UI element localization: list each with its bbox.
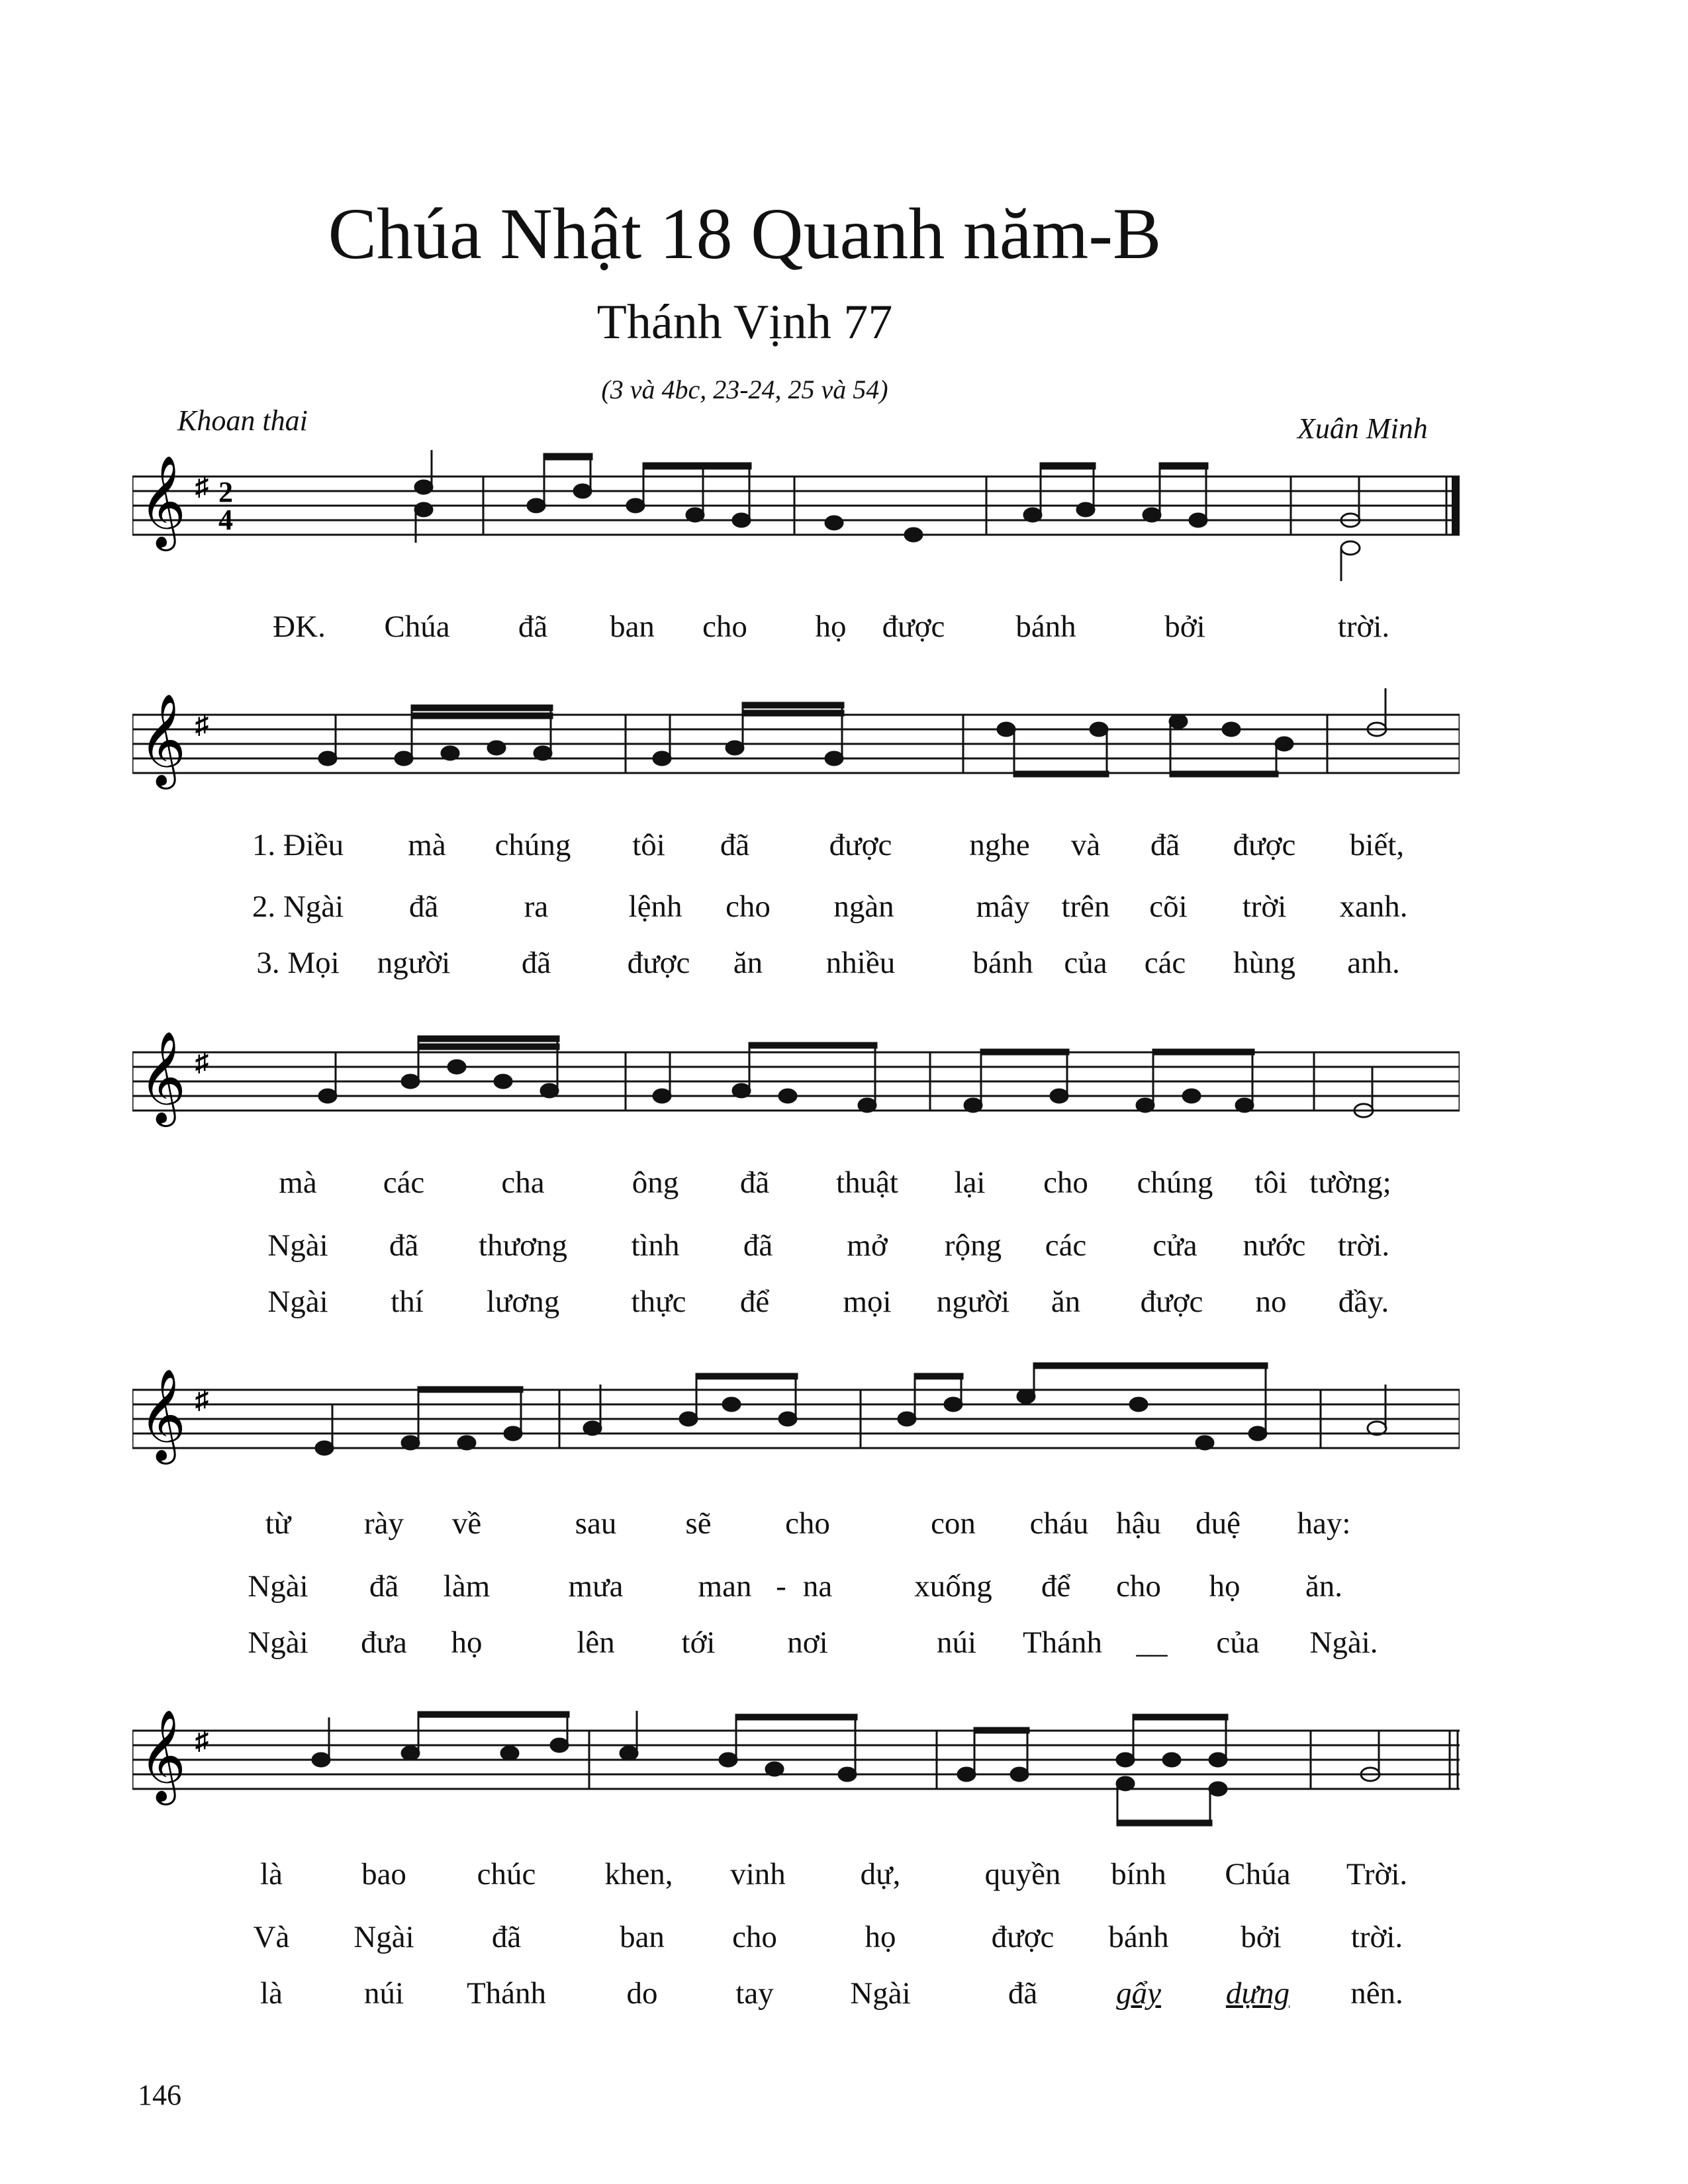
lyric-word: các [1144,946,1186,980]
lyric-word: được [882,610,945,644]
lyric-word: hay: [1297,1506,1351,1541]
lyric-word: bánh [972,946,1033,980]
lyric-word: 3. Mọi [256,946,340,980]
key-sharp-icon: ♯ [195,709,209,739]
lyric-word: dự, [860,1857,901,1891]
verse2-lyrics-sys3 [0,1228,1688,1274]
lyric-word: lệnh [628,889,682,924]
lyric-word: đã [720,828,750,862]
lyric-word: đã [369,1569,399,1604]
lyric-word: ĐK. [273,610,326,644]
page-title: Chúa Nhật 18 Quanh năm-B [328,193,1162,274]
verse3-lyrics-sys3 [0,1284,1688,1330]
lyric-word: sẽ [685,1506,712,1541]
lyric-word: cháu [1029,1506,1089,1541]
lyric-word: rày [363,1506,404,1541]
lyric-word: mở [847,1228,888,1263]
lyric-word: người [936,1285,1010,1319]
lyric-word: lại [954,1165,986,1200]
lyric-word: đã [743,1228,773,1263]
lyric-word: tôi [632,828,665,862]
lyric-word: bánh [1015,610,1076,644]
lyric-word: nơi [787,1625,828,1660]
refrain-lyrics [0,609,1688,655]
tempo-marking: Khoan thai [177,404,308,437]
lyric-word: cho [785,1506,830,1541]
composer-name: Xuân Minh [1297,412,1428,445]
lyric-word: tôi [1254,1165,1288,1200]
lyric-word: tình [631,1228,680,1263]
lyric-word: thuật [836,1165,898,1200]
treble-clef-icon: 𝄞 [139,455,186,547]
lyric-word: cho [726,889,771,924]
lyric-word: cõi [1149,889,1188,924]
lyric-word: 2. Ngài [252,889,344,924]
lyric-word: trời. [1337,610,1390,644]
staff-system-3 [132,1013,1460,1145]
lyric-word: làm [443,1569,491,1604]
lyric-word: chúc [477,1857,536,1891]
verse3-lyrics-sys5 [0,1976,1688,2022]
lyric-word: ngàn [833,889,894,924]
lyric-word: __ [1136,1625,1168,1660]
lyric-word: đưa [361,1625,407,1660]
lyric-word: Ngài [267,1285,328,1319]
lyric-word: cửa [1152,1228,1197,1263]
lyric-word: đã [408,889,439,924]
lyric-word: được [1233,828,1296,862]
verse1-lyrics-sys4 [0,1506,1688,1552]
lyric-word: của [1064,946,1107,980]
lyric-word: bởi [1241,1920,1282,1954]
verse1-lyrics-sys3 [0,1165,1688,1211]
lyric-word: sau [575,1506,617,1541]
lyric-word: đã [518,610,548,644]
lyric-word: ăn. [1305,1569,1343,1604]
lyric-word: trên [1061,889,1110,924]
lyric-word: mây [976,889,1030,924]
verse3-lyrics-sys4 [0,1625,1688,1671]
lyric-word: nhiều [825,946,896,980]
lyric-word: ban [620,1920,665,1954]
lyric-word: nghe [969,828,1030,862]
lyric-word: họ [865,1920,896,1954]
lyric-word: họ [815,610,847,644]
lyric-word: tới [681,1625,716,1660]
lyric-word: được [627,946,690,980]
staff-system-2 [132,675,1460,807]
lyric-word: ăn [733,946,763,980]
lyric-word: đã [739,1165,770,1200]
verse2-lyrics-sys4 [0,1569,1688,1615]
lyric-word: do [626,1976,658,2011]
lyric-word: cho [1116,1569,1161,1604]
key-sharp-icon: ♯ [195,1385,209,1414]
lyric-word: lên [577,1625,615,1660]
key-sharp-icon: ♯ [195,471,209,501]
page-subtitle: Thánh Vịnh 77 [596,295,893,349]
lyric-word: mà [279,1165,317,1200]
lyric-word: cho [732,1920,777,1954]
treble-clef-icon: 𝄞 [139,1709,186,1801]
lyric-word: thương [479,1228,567,1263]
lyric-word: quyền [984,1857,1061,1891]
lyric-word: ông [632,1165,679,1200]
lyric-word: trời. [1350,1920,1403,1954]
lyric-word: được [829,828,892,862]
verse2-lyrics-sys2 [0,889,1688,935]
lyric-word: con [931,1506,976,1541]
verse-notes-4 [316,1363,1386,1455]
lyric-word: xuống [914,1569,992,1604]
lyric-word: Thánh [1022,1625,1103,1660]
lyric-word: người [377,946,451,980]
lyric-word: núi [363,1976,404,2011]
lyric-word: man [698,1569,752,1604]
lyric-word: tay [735,1976,774,2011]
lyric-word: bao [361,1857,406,1891]
lyric-word: thực [631,1285,686,1319]
lyric-word: họ [451,1625,483,1660]
lyric-word: đã [491,1920,522,1954]
page-number: 146 [138,2079,181,2111]
lyric-word: trời [1242,889,1287,924]
lyric-word: từ [265,1506,291,1541]
time-sig-bottom: 4 [218,504,233,536]
key-sharp-icon: ♯ [195,1725,209,1755]
treble-clef-icon: 𝄞 [139,1369,186,1461]
lyric-word: nên. [1350,1976,1403,2011]
lyric-word: là [260,1976,283,2011]
lyric-word: các [1045,1228,1087,1263]
verse2-lyrics-sys5 [0,1919,1688,1966]
lyric-word: về [451,1506,482,1541]
verse-notes-2 [319,688,1386,776]
lyric-word: cho [702,610,747,644]
lyric-word: núi [936,1625,977,1660]
lyric-word: rộng [944,1228,1002,1263]
lyric-word: họ [1209,1569,1241,1604]
verse-notes-5 [312,1711,1380,1825]
verse-reference: (3 và 4bc, 23-24, 25 và 54) [601,375,888,404]
lyric-word: đã [389,1228,419,1263]
lyric-word: na [802,1569,833,1604]
lyric-word: mưa [568,1569,624,1604]
lyric-word: - [776,1569,786,1604]
lyric-word: của [1216,1625,1260,1660]
lyric-word: chúng [1137,1165,1213,1200]
lyric-word: duệ [1196,1506,1241,1541]
lyric-word: biết, [1349,828,1405,862]
lyric-word: Chúa [384,610,450,644]
time-sig-top: 2 [218,476,233,508]
lyric-word: cho [1043,1165,1088,1200]
lyric-word: là [260,1857,283,1891]
lyric-word: vinh [730,1857,786,1891]
lyric-word: xanh. [1339,889,1408,924]
lyric-word: được [1140,1285,1203,1319]
lyric-word: mà [408,828,446,862]
lyric-word: Và [253,1920,290,1954]
lyric-word: Ngài [850,1976,911,2011]
lyric-word: bởi [1164,610,1205,644]
lyric-word: Chúa [1225,1857,1291,1891]
lyric-word: Thánh [466,1976,547,2011]
lyric-word: 1. Điều [252,828,344,862]
lyric-word: đầy. [1338,1285,1389,1319]
lyric-word: no [1255,1285,1287,1319]
lyric-word: khen, [604,1857,673,1891]
lyric-word: Trời. [1346,1857,1408,1891]
lyric-word: Ngài [267,1228,328,1263]
lyric-word: ra [524,889,549,924]
lyric-word: ban [610,610,655,644]
verse1-lyrics-sys2 [0,827,1688,874]
lyric-word: Ngài [248,1625,308,1660]
lyric-word: Ngài [353,1920,414,1954]
refrain-notes [415,450,1360,581]
lyric-word: nước [1243,1228,1306,1263]
key-sharp-icon: ♯ [195,1047,209,1077]
lyric-word: để [1041,1569,1071,1604]
lyric-word: cha [501,1165,545,1200]
lyric-word: trời. [1337,1228,1390,1263]
lyric-word: và [1070,828,1101,862]
lyric-word: bánh [1108,1920,1169,1954]
lyric-word: lương [486,1285,560,1319]
verse3-lyrics-sys2 [0,945,1688,991]
lyric-word: hậu [1116,1506,1161,1541]
lyric-word: được [991,1920,1055,1954]
staff-system-4 [132,1350,1460,1482]
lyric-word: anh. [1347,946,1400,980]
lyric-word: đã [521,946,551,980]
lyric-word: mọi [843,1285,892,1319]
lyric-word: ăn [1051,1285,1081,1319]
lyric-word: bính [1111,1857,1166,1891]
verse-notes-3 [319,1036,1373,1117]
lyric-word: chúng [494,828,571,862]
treble-clef-icon: 𝄞 [139,1031,186,1123]
lyric-word: đã [1150,828,1180,862]
lyric-word: đã [1008,1976,1038,2011]
lyric-word: gẩy [1116,1976,1161,2011]
lyric-word: để [739,1285,770,1319]
lyric-word: Ngài. [1309,1625,1378,1660]
staff-system-1 [132,437,1460,609]
lyric-word: thí [391,1285,424,1319]
lyric-word: Ngài [248,1569,308,1604]
verse1-lyrics-sys5 [0,1856,1688,1903]
lyric-word: dựng [1225,1976,1290,2011]
lyric-word: hùng [1233,946,1295,980]
lyric-word: tường; [1309,1165,1391,1200]
lyric-word: các [383,1165,425,1200]
staff-system-5 [132,1691,1460,1837]
treble-clef-icon: 𝄞 [139,694,186,786]
